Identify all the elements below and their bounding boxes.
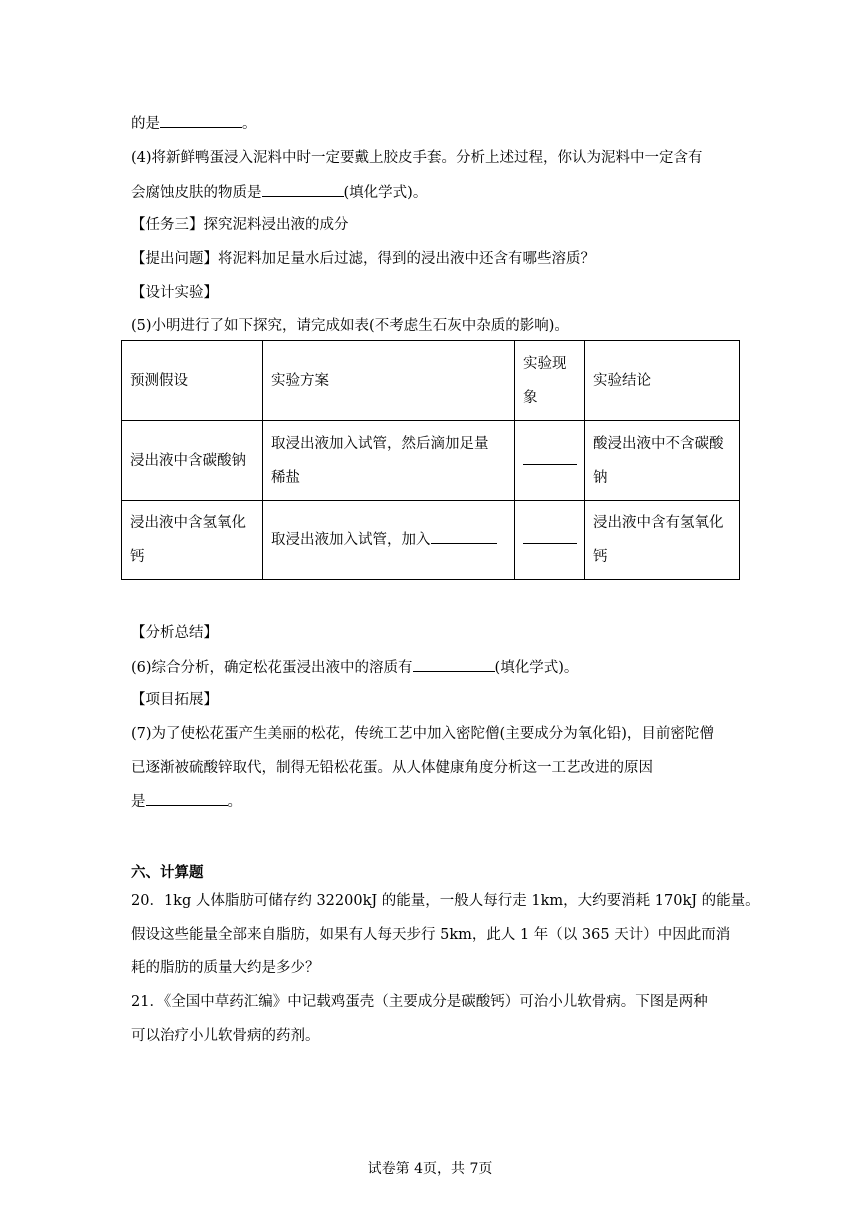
answer-blank[interactable] (413, 657, 495, 672)
table-row (122, 421, 740, 501)
question-21-line-1: 21．《全国中草药汇编》中记载鸡蛋壳（主要成分是碳酸钙）可治小儿软骨病。下图是两种 (131, 994, 708, 1010)
section-6-heading: 六、计算题 (131, 864, 204, 881)
task-3-heading: 【任务三】探究泥料浸出液的成分 (131, 217, 349, 233)
design-heading: 【设计实验】 (131, 285, 218, 301)
answer-blank[interactable] (262, 182, 344, 197)
header-conclusion: 实验结论 (585, 341, 740, 421)
ask-question: 【提出问题】将泥料加足量水后过滤，得到的浸出液中还含有哪些溶质？ (131, 251, 595, 267)
answer-blank[interactable] (146, 791, 228, 806)
question-21-line-2: 可以治疗小儿软骨病的药剂。 (131, 1028, 320, 1044)
question-7-line-1: (7)为了使松花蛋产生美丽的松花，传统工艺中加入密陀僧(主要成分为氧化铅)，目前密陀僧 (131, 726, 714, 742)
row1-conclusion: 酸浸出液中不含碳酸 钠 (585, 421, 740, 501)
analysis-heading: 【分析总结】 (131, 625, 218, 641)
table-row (122, 501, 740, 580)
row2-hypothesis: 浸出液中含氢氧化 钙 (122, 501, 263, 580)
line-l1: 的是 。 (131, 113, 257, 134)
question-4-line-1: (4)将新鲜鸭蛋浸入泥料中时一定要戴上胶皮手套。分析上述过程，你认为泥料中一定含有 (131, 150, 703, 166)
question-7-line-2: 已逐渐被硫酸锌取代，制得无铅松花蛋。从人体健康角度分析这一工艺改进的原因 (131, 760, 653, 776)
header-phenomenon: 实验现 象 (515, 341, 585, 421)
expand-heading: 【项目拓展】 (131, 692, 218, 708)
question-20-line-1: 20．1kg 人体脂肪可储存约 32200kJ 的能量，一般人每行走 1km，大约要消耗 170kJ 的能量。 (131, 893, 760, 909)
row1-plan: 取浸出液加入试管，然后滴加足量 稀盐 (263, 421, 515, 501)
question-20-line-2: 假设这些能量全部来自脂肪，如果有人每天步行 5km，此人 1 年（以 365 天计）中因此而消 (131, 927, 731, 943)
answer-blank[interactable] (523, 450, 577, 465)
row2-conclusion: 浸出液中含有氢氧化 钙 (585, 501, 740, 580)
experiment-table (121, 340, 740, 580)
answer-blank[interactable] (431, 529, 497, 544)
row1-phenomenon (515, 421, 585, 501)
row2-plan: 取浸出液加入试管，加入 (263, 501, 515, 580)
page-footer: 试卷第 4页，共 7页 (367, 1161, 493, 1177)
answer-blank[interactable] (523, 529, 577, 544)
header-hypothesis: 预测假设 (122, 341, 263, 421)
question-5: (5)小明进行了如下探究，请完成如表(不考虑生石灰中杂质的影响)。 (131, 318, 569, 334)
answer-blank[interactable] (160, 113, 242, 128)
row1-hypothesis: 浸出液中含碳酸钠 (122, 421, 263, 501)
question-4-line-2: 会腐蚀皮肤的物质是 (填化学式)。 (131, 182, 427, 203)
header-plan: 实验方案 (263, 341, 515, 421)
question-20-line-3: 耗的脂肪的质量大约是多少？ (131, 960, 320, 976)
table-header-row (122, 341, 740, 421)
question-6: (6)综合分析，确定松花蛋浸出液中的溶质有 (填化学式)。 (131, 657, 578, 678)
question-7-line-3: 是 。 (131, 791, 242, 812)
row2-phenomenon (515, 501, 585, 580)
